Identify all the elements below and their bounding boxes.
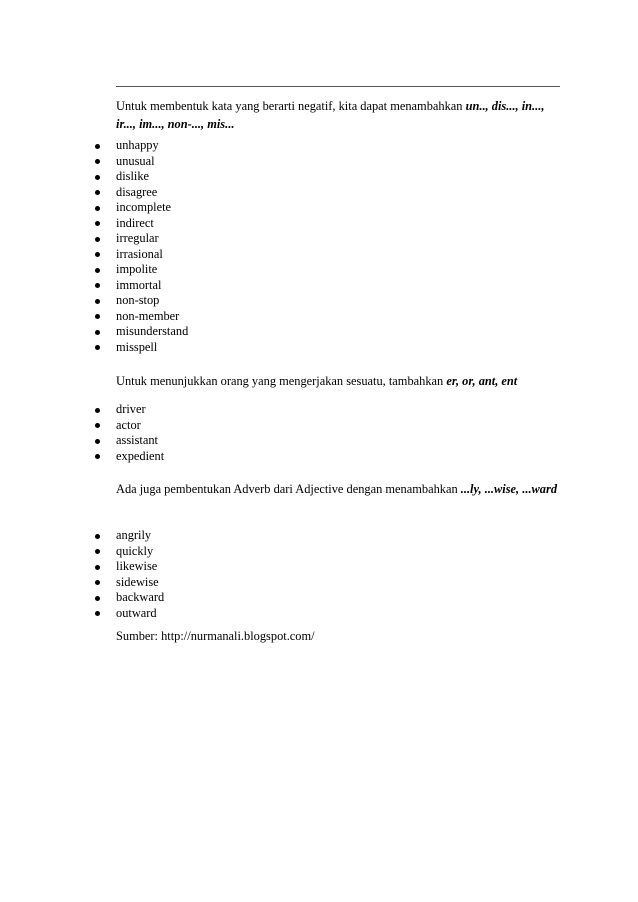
bullet-icon — [95, 454, 100, 459]
horizontal-rule — [116, 86, 560, 87]
list-item-label: indirect — [116, 215, 154, 230]
list-item-label: quickly — [116, 543, 154, 558]
bullet-icon — [95, 144, 100, 149]
bullet-icon — [95, 314, 100, 319]
list-item-label: irregular — [116, 231, 159, 245]
bullet-icon — [95, 439, 100, 444]
bullet-icon — [95, 268, 100, 273]
list-item-label: incomplete — [116, 200, 172, 214]
paragraph-adverb-suffix — [116, 480, 564, 498]
bullet-icon — [95, 299, 100, 304]
bullet-icon — [95, 190, 100, 195]
paragraph-text: Untuk menunjukkan orang yang mengerjakan sesuatu, tambahkan — [116, 374, 447, 388]
bullet-icon — [95, 159, 100, 164]
bullet-icon — [95, 221, 100, 226]
bullet-icon — [95, 611, 100, 616]
bullet-icon — [95, 252, 100, 257]
list-item-label: immortal — [116, 277, 162, 292]
list-item-label: unhappy — [116, 138, 159, 152]
list-item-label: likewise — [116, 559, 158, 573]
list-item-label: actor — [116, 417, 141, 432]
prefix-emphasis: un.., dis..., in..., ir..., im..., non-..., mis... — [116, 99, 545, 131]
list-item-label: disagree — [116, 184, 158, 199]
list-item-label: driver — [116, 402, 146, 416]
suffix-emphasis: ...ly, ...wise, ...ward — [460, 482, 558, 496]
list-item-label: misspell — [116, 339, 158, 354]
bullet-icon — [95, 596, 100, 601]
bullet-icon — [95, 330, 100, 335]
list-item-label: non-stop — [116, 293, 160, 307]
bullet-icon — [95, 534, 100, 539]
bullet-icon — [95, 549, 100, 554]
list-item-label: dislike — [116, 169, 150, 183]
bullet-icon — [95, 580, 100, 585]
bullet-icon — [95, 206, 100, 211]
bullet-icon — [95, 423, 100, 428]
paragraph-text: Ada juga pembentukan Adverb dari Adjective dengan menambahkan — [116, 482, 461, 496]
list-item-label: assistant — [116, 433, 158, 447]
bullet-icon — [95, 345, 100, 350]
list-item-label: outward — [116, 605, 157, 620]
list-item-label: sidewise — [116, 574, 159, 589]
list-item-label: irrasional — [116, 246, 163, 261]
list-item-label: non-member — [116, 308, 180, 323]
list-item-label: expedient — [116, 448, 165, 463]
source-line: Sumber: http://nurmanali.blogspot.com/ — [116, 629, 315, 643]
paragraph-negative-prefix — [116, 97, 564, 133]
suffix-emphasis: er, or, ant, ent — [446, 374, 518, 388]
paragraph-text: Untuk membentuk kata yang berarti negatif, kita dapat menambahkan — [116, 99, 466, 113]
bullet-icon — [95, 408, 100, 413]
bullet-icon — [95, 565, 100, 570]
bullet-icon — [95, 175, 100, 180]
list-item-label: backward — [116, 590, 165, 604]
list-item-label: misunderstand — [116, 324, 189, 338]
list-item-label: angrily — [116, 528, 152, 542]
bullet-icon — [95, 283, 100, 288]
bullet-icon — [95, 237, 100, 242]
paragraph-agent-suffix — [116, 372, 564, 390]
list-item-label: unusual — [116, 153, 155, 168]
list-item-label: impolite — [116, 262, 158, 276]
